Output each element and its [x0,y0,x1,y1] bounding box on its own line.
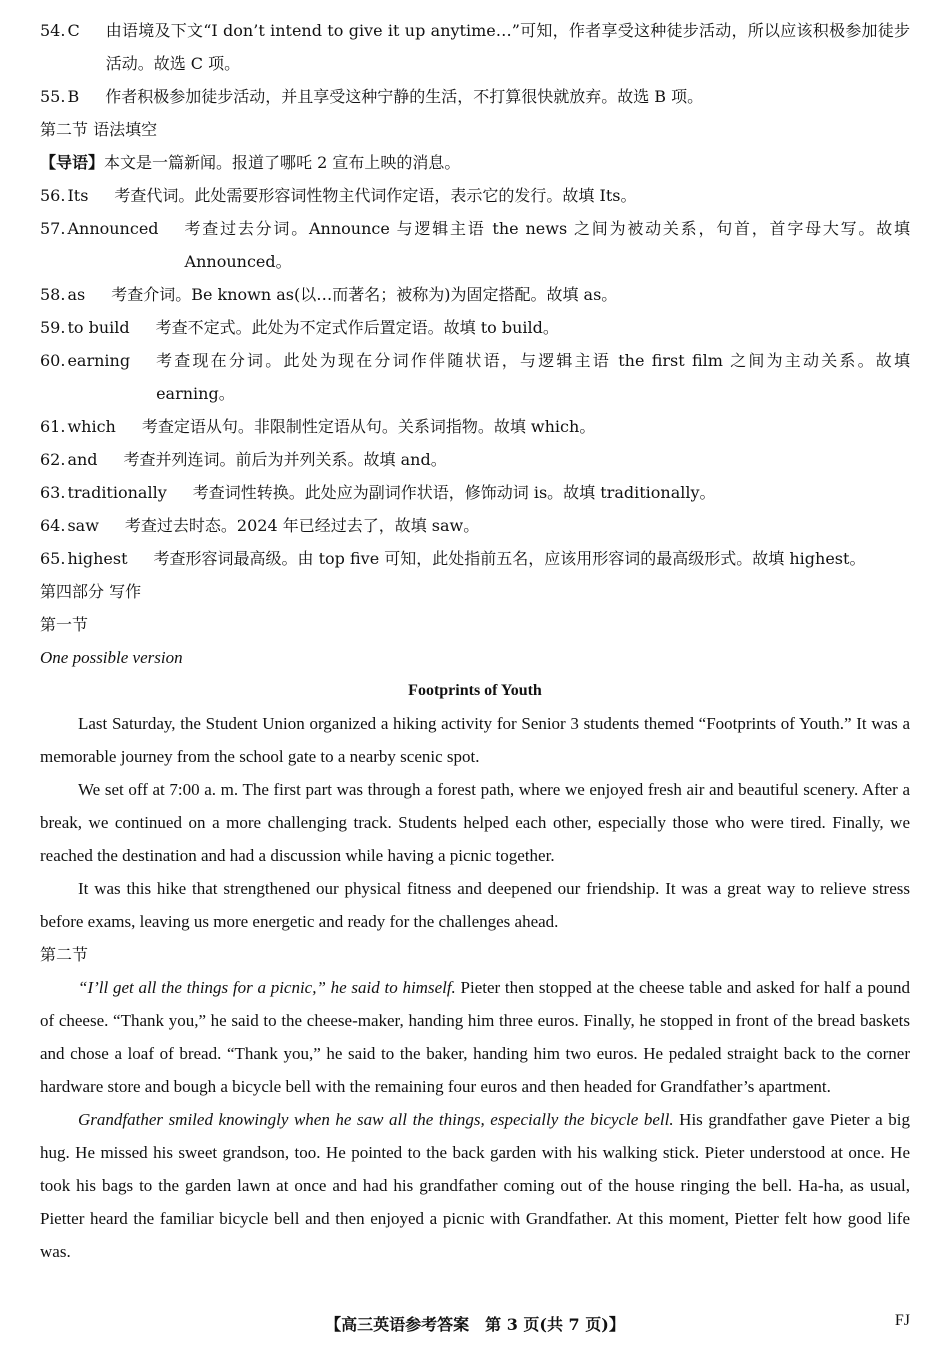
answer-word: Announced [67,219,159,238]
guide-paragraph [40,146,910,179]
story-lead-sentence: Grandfather smiled knowingly when he saw all the things, especially the bicycle bell. [78,1110,674,1129]
answer-explanation: 考查定语从句。非限制性定语从句。关系词指物。故填 which。 [141,417,596,436]
answer-word: as [67,285,86,304]
answer-item-59 [40,311,910,344]
essay-title: Footprints of Youth [408,682,542,699]
answer-number: 64. [40,516,66,535]
answer-explanation: 考查形容词最高级。由 top five 可知，此处指前五名，应该用形容词的最高级形式。故填 highest。 [153,549,866,568]
answer-explanation: 作者积极参加徒步活动，并且享受这种宁静的生活，不打算很快就放弃。故选 B 项。 [105,87,704,106]
answer-number: 54. [40,21,66,40]
answer-item-61 [40,410,910,443]
story-continuation: Pieter then stopped at the cheese table and asked for half a pound of cheese. “Thank you,” he said to the cheese-maker, handing him three euros. Finally, he stopped in front of the bread baskets and chose a loaf of bread. “Thank you,” he said to the baker, handing him two euros. He pedaled straight back to the corner hardware store and bough a bicycle bell with the remaining four euros and then headed for Grandfather’s apartment. [40,978,910,1096]
answer-number: 65. [40,549,66,568]
answer-number: 61. [40,417,66,436]
section-heading-grammar: 第二节 语法填空 [40,120,158,139]
answer-choice: B [67,87,80,106]
answer-explanation: 考查过去时态。2024 年已经过去了，故填 saw。 [124,516,480,535]
answer-number: 62. [40,450,66,469]
answer-word: saw [67,516,99,535]
answer-item-57 [40,212,910,278]
answer-item-54 [40,14,910,80]
answer-word: highest [67,549,128,568]
answer-number: 60. [40,351,66,370]
answer-explanation: 考查不定式。此处为不定式作后置定语。故填 to build。 [155,318,559,337]
answer-explanation: 考查并列连词。前后为并列关系。故填 and。 [123,450,447,469]
answer-item-55 [40,80,910,113]
answer-item-56 [40,179,910,212]
answer-explanation: 考查介词。Be known as(以…而著名；被称为)为固定搭配。故填 as。 [111,285,618,304]
answer-item-58 [40,278,910,311]
footer-region-code: FJ [894,1312,910,1329]
essay-paragraph: Last Saturday, the Student Union organized a hiking activity for Senior 3 students themed “Footprints of Youth.” It was a memorable journey from the school gate to a nearby scenic spot. [40,714,910,766]
answer-word: Its [67,186,89,205]
guide-label: 【导语】 [40,153,105,172]
possible-version-label: One possible version [40,648,183,667]
story-paragraph [40,1103,910,1268]
answer-explanation: 考查现在分词。此处为现在分词作伴随状语，与逻辑主语 the first film 之间为主动关系。故填 earning。 [156,351,910,403]
answer-number: 55. [40,87,66,106]
essay-paragraph: It was this hike that strengthened our physical fitness and deepened our friendship. It was a great way to relieve stress before exams, leaving us more energetic and ready for the challenges ahead. [40,879,910,931]
answer-number: 59. [40,318,66,337]
answer-item-60 [40,344,910,410]
answer-explanation: 由语境及下文“I don’t intend to give it up anytime…”可知，作者享受这种徒步活动，所以应该积极参加徒步活动。故选 C 项。 [105,21,910,73]
page-footer: 【高三英语参考答案 第 3 页(共 7 页)】 [325,1315,625,1334]
answer-explanation: 考查代词。此处需要形容词性物主代词作定语，表示它的发行。故填 Its。 [114,186,637,205]
answer-word: and [67,450,98,469]
answer-choice: C [67,21,80,40]
answer-sheet-page [40,14,910,1268]
answer-number: 57. [40,219,66,238]
subsection-heading-2: 第二节 [40,945,89,964]
answer-item-62 [40,443,910,476]
answer-number: 63. [40,483,66,502]
answer-item-63 [40,476,910,509]
answer-number: 58. [40,285,66,304]
answer-number: 56. [40,186,66,205]
answer-word: which [67,417,116,436]
answer-word: earning [67,351,131,370]
story-continuation: His grandfather gave Pieter a big hug. He missed his sweet grandson, too. He pointed to the back garden with his walking stick. Pieter understood at once. He took his bags to the garden lawn at once and had his grandfather coming out of the house ringing the bell. Ha-ha, as usual, Pietter heard the familiar bicycle bell and then enjoyed a picnic with Grandfather. At this moment, Pietter felt how good life was. [40,1110,910,1261]
subsection-heading-1: 第一节 [40,615,89,634]
answer-item-64 [40,509,910,542]
guide-text: 本文是一篇新闻。报道了哪吒 2 宣布上映的消息。 [104,153,461,172]
essay-paragraph: We set off at 7:00 a. m. The first part was through a forest path, where we enjoyed fresh air and beautiful scenery. After a break, we continued on a more challenging track. Students helped each other, especially those who were tired. Finally, we reached the destination and had a discussion while having a picnic together. [40,780,910,865]
answer-item-65 [40,542,910,575]
section-heading-writing: 第四部分 写作 [40,582,142,601]
answer-explanation: 考查过去分词。Announce 与逻辑主语 the news 之间为被动关系，句首，首字母大写。故填 Announced。 [184,219,910,271]
answer-word: traditionally [67,483,167,502]
answer-word: to build [67,318,130,337]
answer-explanation: 考查词性转换。此处应为副词作状语，修饰动词 is。故填 traditionally。 [192,483,716,502]
story-paragraph [40,971,910,1103]
story-lead-sentence: “I’ll get all the things for a picnic,” he said to himself. [78,978,456,997]
